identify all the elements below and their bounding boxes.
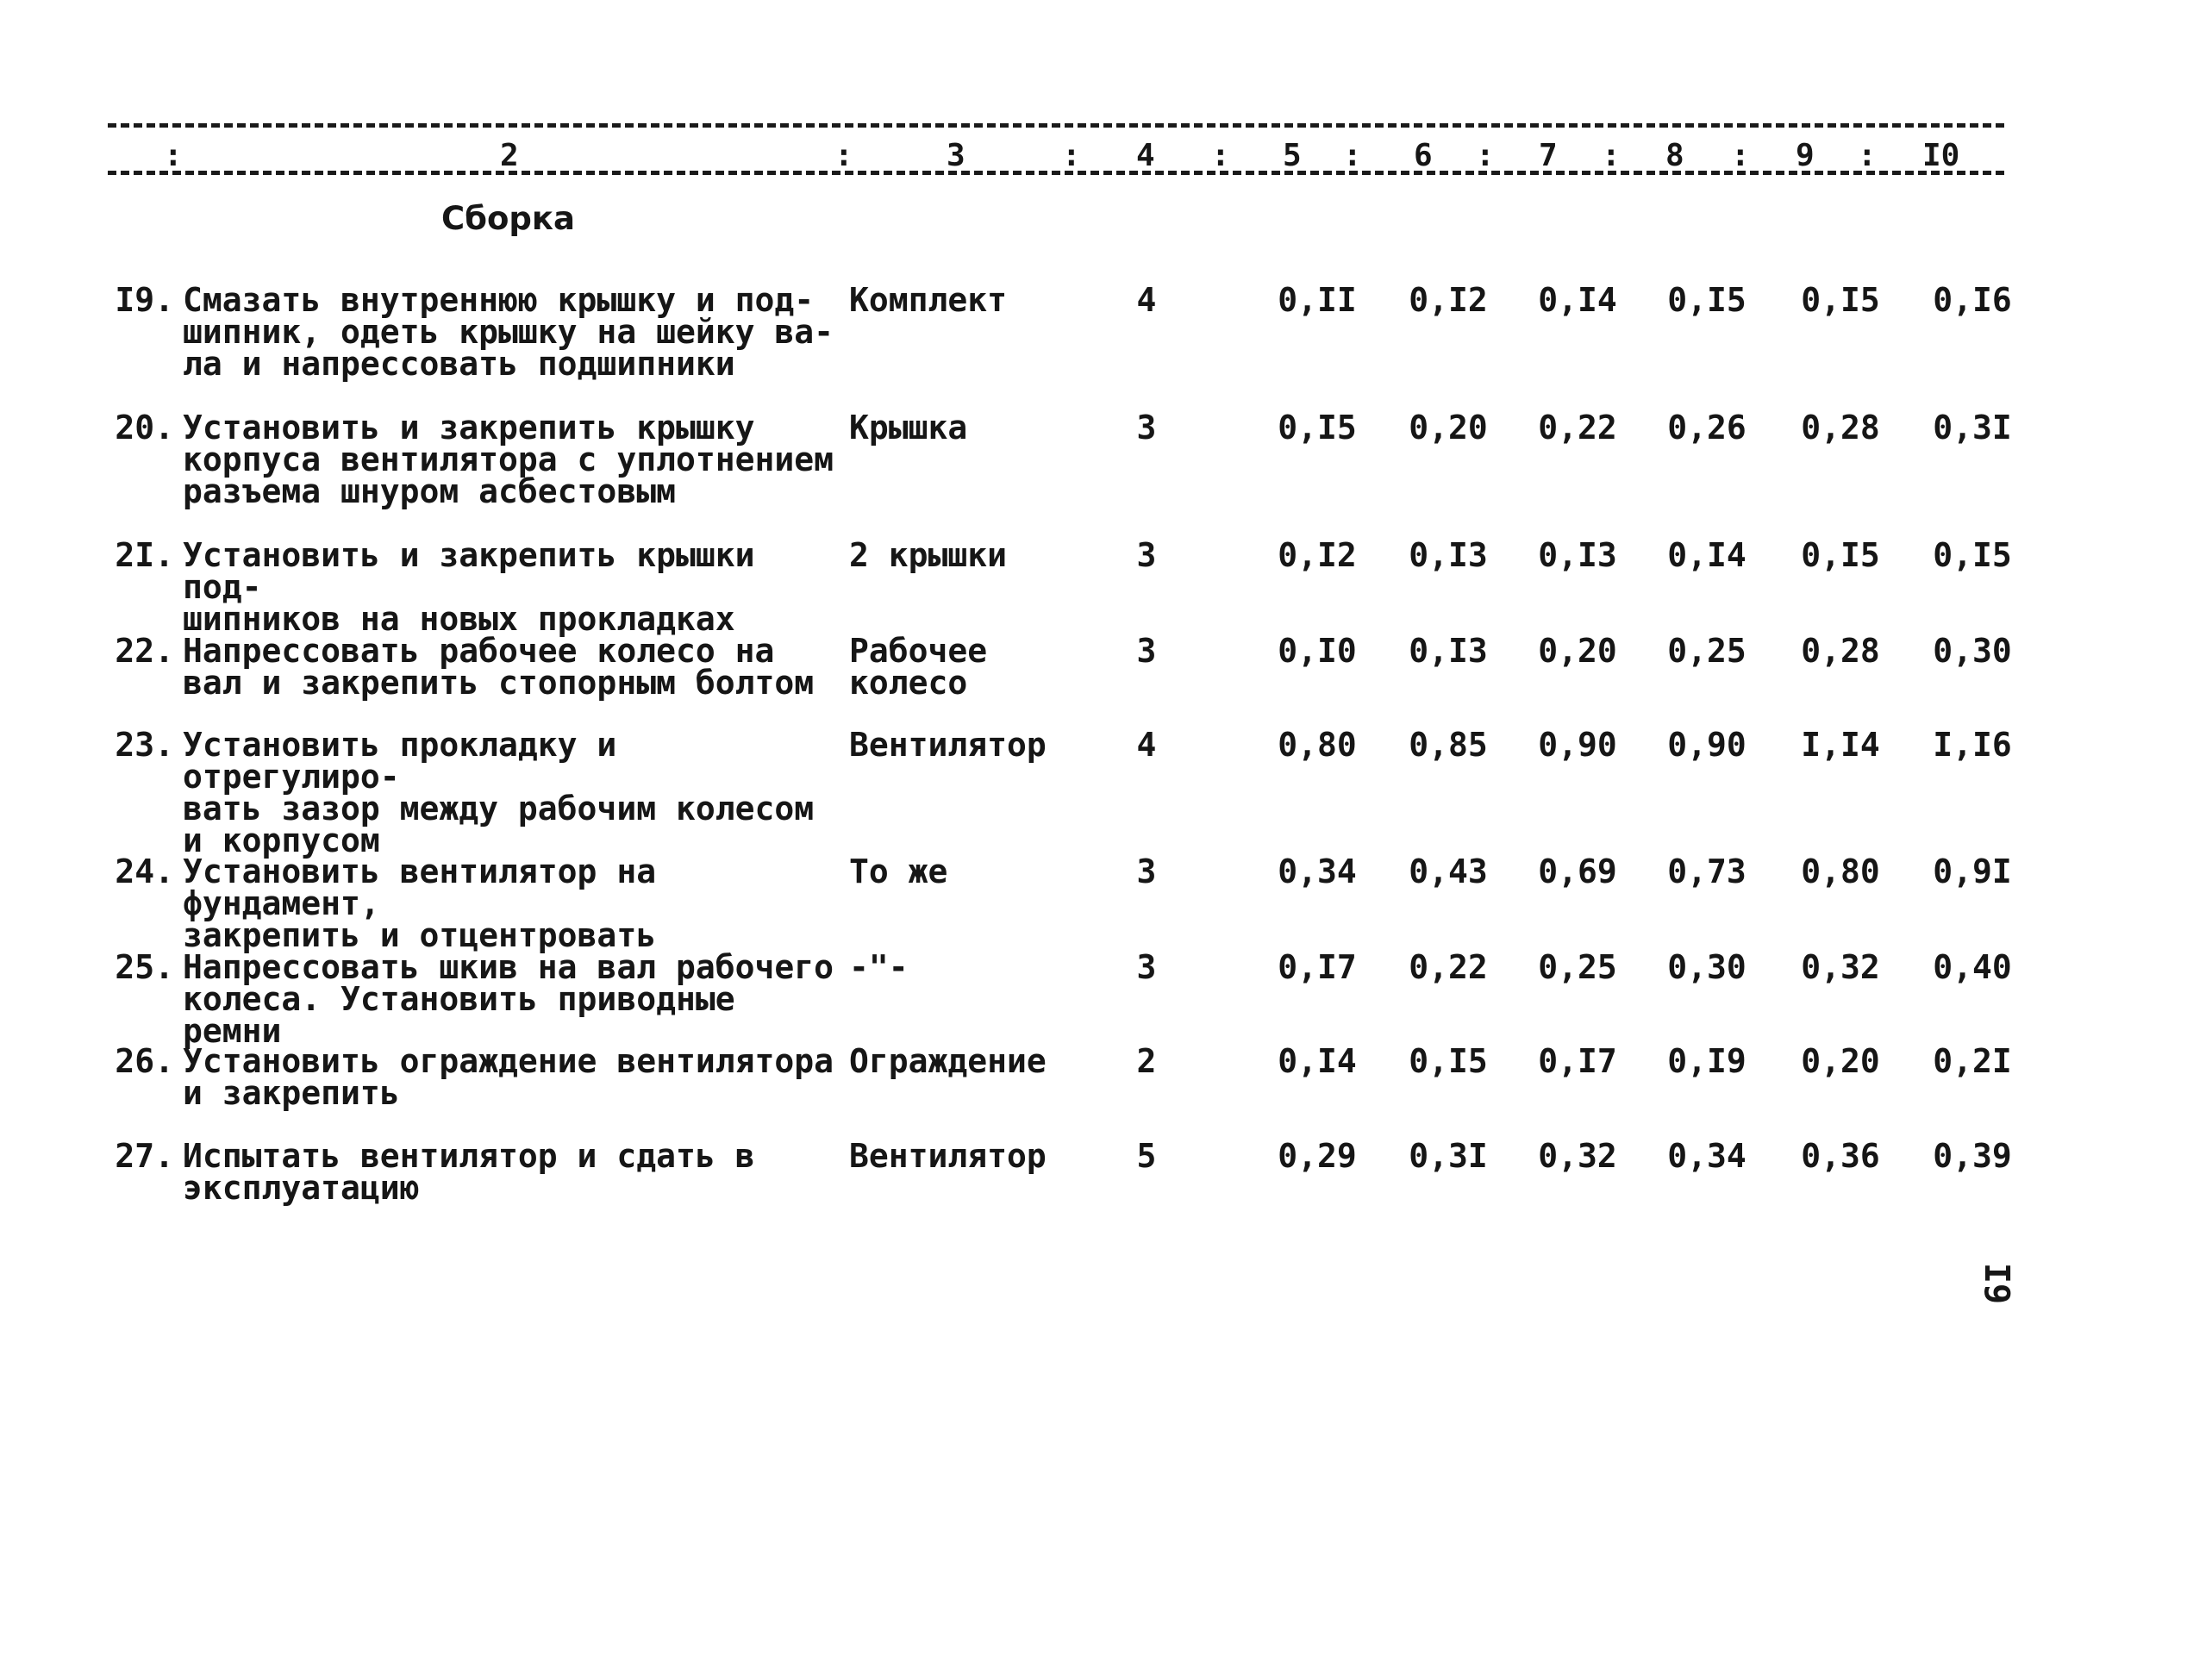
operation-description: Установить ограждение вентилятора и закрепить (183, 1042, 834, 1112)
time-value-col-7: 0,I4 (1538, 281, 1617, 319)
time-value-col-10: 0,I6 (1933, 281, 2012, 319)
operation-description: Установить и закрепить крышку корпуса вентилятора с уплотнением разъема шнуром асбестовым (183, 409, 834, 510)
row-number: 23. (115, 726, 174, 764)
operation-description: Установить прокладку и отрегулиро- вать зазор между рабочим колесом и корпусом (183, 726, 815, 859)
header-separator: : (1062, 138, 1081, 173)
time-value-col-8: 0,I9 (1667, 1042, 1746, 1080)
time-value-col-10: I,I6 (1933, 726, 2012, 764)
header-column-15: 9 (1796, 138, 1815, 173)
time-value-col-6: 0,20 (1409, 409, 1488, 447)
time-value-col-8: 0,90 (1667, 726, 1746, 764)
time-value-col-6: 0,3I (1409, 1137, 1488, 1175)
row-number: 26. (115, 1042, 174, 1080)
header-separator: : (1211, 138, 1230, 173)
time-value-col-9: 0,28 (1801, 409, 1880, 447)
header-separator: : (1476, 138, 1495, 173)
time-value-col-8: 0,I4 (1667, 536, 1746, 574)
time-value-col-10: 0,I5 (1933, 536, 2012, 574)
row-number: I9. (115, 281, 174, 319)
time-value-col-10: 0,9I (1933, 852, 2012, 890)
time-value-col-9: 0,28 (1801, 632, 1880, 670)
measurement-unit: То же (849, 852, 948, 890)
time-value-col-10: 0,40 (1933, 948, 2012, 986)
time-value-col-5: 0,I2 (1278, 536, 1357, 574)
time-value-col-8: 0,I5 (1667, 281, 1746, 319)
time-value-col-6: 0,I2 (1409, 281, 1488, 319)
time-value-col-9: I,I4 (1801, 726, 1880, 764)
operation-description: Напрессовать рабочее колесо на вал и закрепить стопорным болтом (183, 632, 815, 702)
header-column-1: 2 (500, 138, 519, 173)
row-number: 27. (115, 1137, 174, 1175)
time-value-col-6: 0,85 (1409, 726, 1488, 764)
header-separator: : (164, 138, 183, 173)
header-column-9: 6 (1414, 138, 1433, 173)
worker-category: 3 (1136, 852, 1157, 890)
worker-category: 2 (1136, 1042, 1157, 1080)
operation-description: Установить и закрепить крышки под- шипников на новых прокладках (183, 536, 755, 638)
row-number: 2I. (115, 536, 174, 574)
row-number: 22. (115, 632, 174, 670)
time-value-col-9: 0,20 (1801, 1042, 1880, 1080)
header-column-13: 8 (1665, 138, 1684, 173)
operation-description: Испытать вентилятор и сдать в эксплуатацию (183, 1137, 755, 1207)
time-value-col-8: 0,26 (1667, 409, 1746, 447)
operation-description: Установить вентилятор на фундамент, закрепить и отцентровать (183, 852, 657, 954)
time-value-col-10: 0,39 (1933, 1137, 2012, 1175)
measurement-unit: Вентилятор (849, 726, 1047, 764)
measurement-unit: 2 крышки (849, 536, 1008, 574)
time-value-col-8: 0,25 (1667, 632, 1746, 670)
worker-category: 3 (1136, 632, 1157, 670)
page-number: I9 (1977, 1262, 2017, 1305)
header-column-5: 4 (1136, 138, 1155, 173)
header-separator: : (1858, 138, 1877, 173)
time-value-col-5: 0,I0 (1278, 632, 1357, 670)
time-value-col-8: 0,30 (1667, 948, 1746, 986)
time-value-col-7: 0,90 (1538, 726, 1617, 764)
time-value-col-7: 0,I7 (1538, 1042, 1617, 1080)
header-column-3: 3 (947, 138, 965, 173)
measurement-unit: Комплект (849, 281, 1008, 319)
header-column-7: 5 (1283, 138, 1302, 173)
row-number: 25. (115, 948, 174, 986)
worker-category: 3 (1136, 948, 1157, 986)
operation-description: Напрессовать шкив на вал рабочего колеса. Установить приводные ремни (183, 948, 834, 1050)
header-separator: : (834, 138, 853, 173)
time-value-col-7: 0,69 (1538, 852, 1617, 890)
worker-category: 3 (1136, 409, 1157, 447)
worker-category: 4 (1136, 281, 1157, 319)
time-value-col-9: 0,32 (1801, 948, 1880, 986)
time-value-col-7: 0,25 (1538, 948, 1617, 986)
time-value-col-10: 0,2I (1933, 1042, 2012, 1080)
section-title: Сборка (441, 200, 575, 237)
time-value-col-5: 0,II (1278, 281, 1357, 319)
measurement-unit: Крышка (849, 409, 968, 447)
time-value-col-10: 0,30 (1933, 632, 2012, 670)
time-value-col-5: 0,29 (1278, 1137, 1357, 1175)
worker-category: 5 (1136, 1137, 1157, 1175)
row-number: 24. (115, 852, 174, 890)
time-value-col-10: 0,3I (1933, 409, 2012, 447)
time-value-col-5: 0,I7 (1278, 948, 1357, 986)
time-value-col-6: 0,22 (1409, 948, 1488, 986)
row-number: 20. (115, 409, 174, 447)
operation-description: Смазать внутреннюю крышку и под- шипник, одеть крышку на шейку ва- ла и напрессовать подшипники (183, 281, 834, 383)
header-separator: : (1602, 138, 1621, 173)
time-value-col-7: 0,I3 (1538, 536, 1617, 574)
time-value-col-9: 0,36 (1801, 1137, 1880, 1175)
header-column-17: I0 (1922, 138, 1960, 173)
header-separator: : (1731, 138, 1750, 173)
time-value-col-8: 0,73 (1667, 852, 1746, 890)
time-value-col-5: 0,I4 (1278, 1042, 1357, 1080)
time-value-col-9: 0,I5 (1801, 281, 1880, 319)
time-value-col-6: 0,I5 (1409, 1042, 1488, 1080)
time-value-col-5: 0,80 (1278, 726, 1357, 764)
time-value-col-5: 0,34 (1278, 852, 1357, 890)
time-value-col-7: 0,22 (1538, 409, 1617, 447)
time-value-col-9: 0,80 (1801, 852, 1880, 890)
measurement-unit: -"- (849, 948, 909, 986)
header-bottom-dashed-rule (108, 171, 2004, 175)
time-value-col-7: 0,20 (1538, 632, 1617, 670)
time-value-col-9: 0,I5 (1801, 536, 1880, 574)
measurement-unit: Вентилятор (849, 1137, 1047, 1175)
header-separator: : (1343, 138, 1362, 173)
time-value-col-6: 0,43 (1409, 852, 1488, 890)
time-value-col-6: 0,I3 (1409, 632, 1488, 670)
measurement-unit: Ограждение (849, 1042, 1047, 1080)
time-value-col-5: 0,I5 (1278, 409, 1357, 447)
worker-category: 3 (1136, 536, 1157, 574)
time-value-col-8: 0,34 (1667, 1137, 1746, 1175)
worker-category: 4 (1136, 726, 1157, 764)
time-value-col-7: 0,32 (1538, 1137, 1617, 1175)
header-column-11: 7 (1539, 138, 1558, 173)
time-value-col-6: 0,I3 (1409, 536, 1488, 574)
header-top-dashed-rule (108, 123, 2004, 128)
measurement-unit: Рабочее колесо (849, 632, 988, 702)
